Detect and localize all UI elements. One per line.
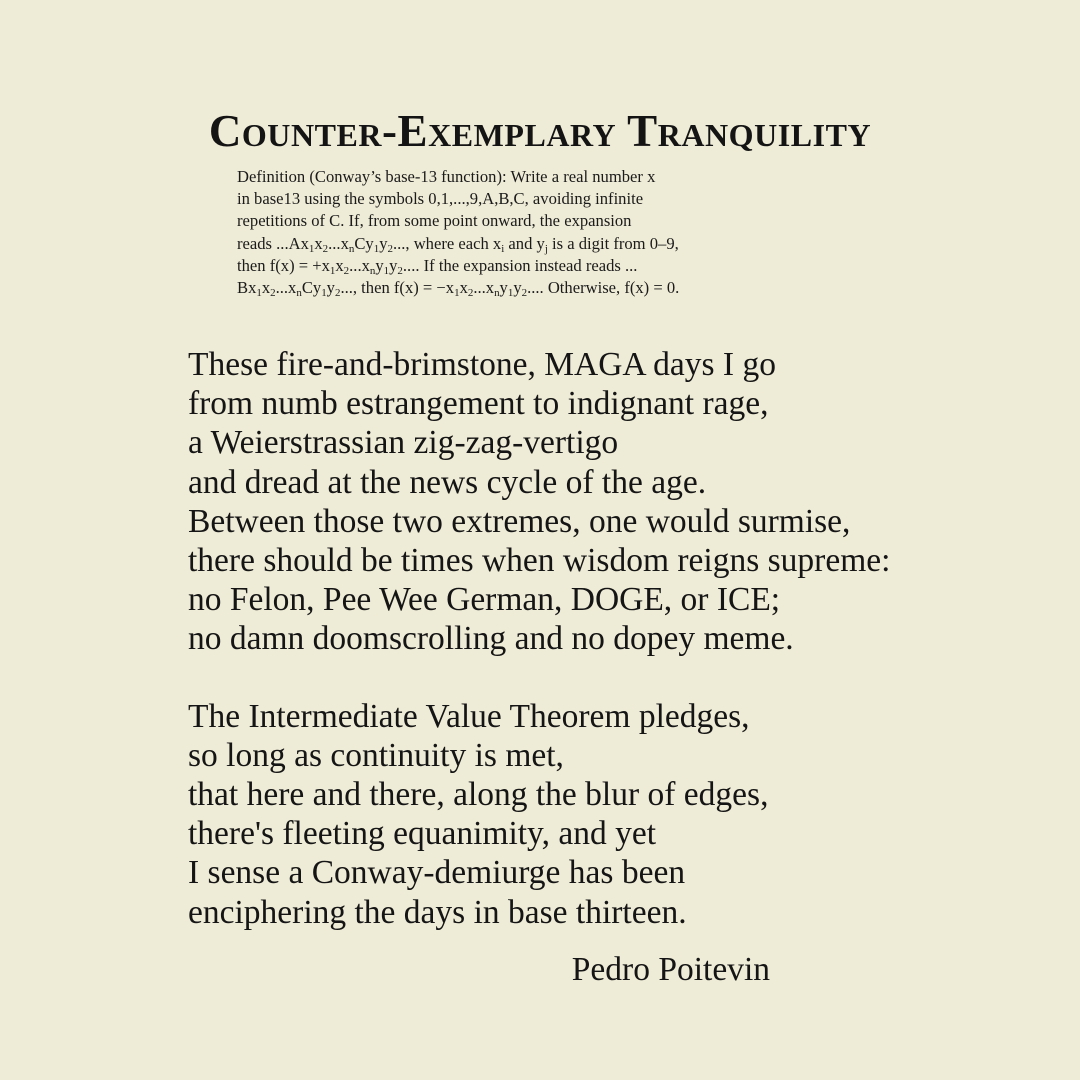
math-subscript: n: [348, 242, 355, 255]
epigraph-definition-block: [237, 166, 777, 299]
poem-body: [188, 345, 1048, 932]
math-subscript: 1: [329, 264, 336, 277]
poem-line: no Felon, Pee Wee German, DOGE, or ICE;: [188, 581, 781, 619]
math-subscript: 2: [270, 286, 276, 299]
definition-line: repetitions of C. If, from some point onward, the expansion: [237, 211, 632, 231]
definition-line: Definition (Conway’s base-13 function): Write a real number x: [237, 167, 656, 186]
poem-line: no damn doomscrolling and no dopey meme.: [188, 620, 794, 658]
math-subscript: 2: [322, 242, 329, 255]
stanza: [188, 345, 1048, 659]
stanza: [188, 697, 1048, 932]
poem-line: there should be times when wisdom reigns supreme:: [188, 542, 891, 580]
page-title: Counter-Exemplary Tranquility: [208, 106, 872, 157]
poem-line: and dread at the news cycle of the age.: [188, 463, 707, 501]
poem-line: from numb estrangement to indignant rage,: [188, 385, 769, 423]
math-subscript: i: [501, 242, 505, 255]
definition-line: reads $...Ax_1x_2...x_nCy_1y_2$..., where each $x_i$ and $y_j$ is a digit from 0–9,: [237, 233, 679, 255]
math-subscript: 2: [334, 286, 341, 299]
math-subscript: 1: [383, 264, 390, 277]
math-subscript: 2: [343, 264, 350, 277]
poem-line: a Weierstrassian zig-zag-vertigo: [188, 424, 619, 462]
poem-line: Between those two extremes, one would surmise,: [188, 502, 851, 540]
math-subscript: 1: [321, 286, 327, 299]
math-subscript: 1: [256, 286, 262, 299]
math-subscript: n: [296, 286, 302, 299]
math-subscript: 2: [467, 286, 474, 299]
math-subscript: n: [369, 264, 376, 277]
poem-line: The Intermediate Value Theorem pledges,: [188, 697, 750, 735]
math-subscript: 2: [387, 242, 393, 255]
math-subscript: 1: [507, 286, 514, 299]
math-subscript: 2: [397, 264, 403, 277]
math-subscript: 1: [308, 242, 315, 255]
author-byline: Pedro Poitevin: [571, 951, 770, 988]
definition-line: then $f(x) = +x_1x_2...x_ny_1y_2$.... If the expansion instead reads ...: [237, 255, 638, 277]
math-subscript: j: [544, 242, 548, 255]
poem-line: that here and there, along the blur of edges,: [188, 776, 769, 814]
definition-line: $Bx_1x_2...x_nCy_1y_2$..., then $f(x) = -x_1x_2...x_ny_1y_2$.... Otherwise, f(x) = 0.: [237, 278, 680, 299]
poem-line: enciphering the days in base thirteen.: [188, 893, 687, 931]
math-subscript: 1: [454, 286, 460, 299]
poem-line: there's fleeting equanimity, and yet: [188, 815, 657, 853]
math-subscript: 1: [373, 242, 380, 255]
math-subscript: n: [494, 286, 500, 299]
poem-line: so long as continuity is met,: [188, 736, 564, 774]
definition-line: in base13 using the symbols 0,1,...,9,A,B,C, avoiding infinite: [237, 189, 644, 209]
poem-line: I sense a Conway-demiurge has been: [188, 854, 686, 892]
math-subscript: 2: [521, 286, 528, 299]
poem-line: These fire-and-brimstone, MAGA days I go: [188, 346, 776, 383]
